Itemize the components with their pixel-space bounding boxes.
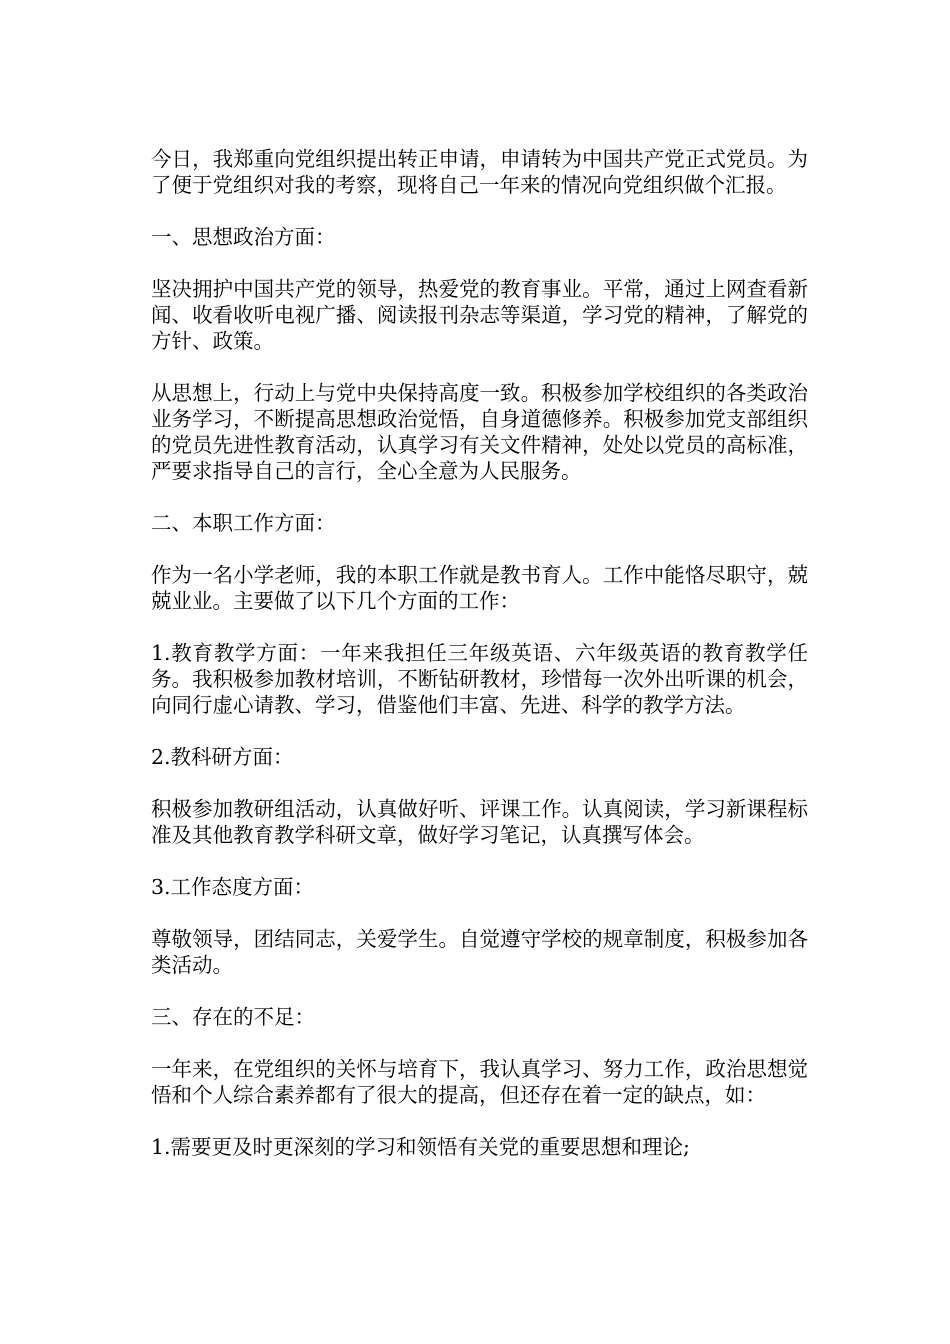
section-heading-shortcomings: 三、存在的不足： [151,1005,315,1029]
shortcoming-item-1: 1.需要更及时更深刻的学习和领悟有关党的重要思想和理论; [151,1135,690,1159]
work-item-research: 积极参加教研组活动，认真做好听、评课工作。认真阅读，学习新课程标准及其他教育教学科研文章，做好学习笔记，认真撰写体会。 [151,797,808,847]
ideology-paragraph-2: 从思想上，行动上与党中央保持高度一致。积极参加学校组织的各类政治业务学习，不断提高思想政治觉悟，自身道德修养。积极参加党支部组织的党员先进性教育活动，认真学习有关文件精神，处处以党员的高标准，严要求指导自己的言行，全心全意为人民服务。 [151,381,808,483]
ideology-paragraph-1: 坚决拥护中国共产党的领导，热爱党的教育事业。平常，通过上网查看新闻、收看收听电视广播、阅读报刊杂志等渠道，学习党的精神，了解党的方针、政策。 [151,277,808,353]
shortcomings-paragraph: 一年来，在党组织的关怀与培育下，我认真学习、努力工作，政治思想觉悟和个人综合素养都有了很大的提高，但还存在着一定的缺点，如： [151,1057,808,1107]
section-heading-work: 二、本职工作方面： [151,511,336,535]
work-item-teaching: 1.教育教学方面：一年来我担任三年级英语、六年级英语的教育教学任务。我积极参加教材培训，不断钻研教材，珍惜每一次外出听课的机会，向同行虚心请教、学习，借鉴他们丰富、先进、科学的教学方法。 [151,641,808,717]
work-item-research-heading: 2.教科研方面： [151,745,294,769]
section-heading-ideology: 一、思想政治方面： [151,225,336,249]
intro-paragraph: 今日，我郑重向党组织提出转正申请，申请转为中国共产党正式党员。为了便于党组织对我的考察，现将自己一年来的情况向党组织做个汇报。 [151,147,808,197]
work-paragraph: 作为一名小学老师，我的本职工作就是教书育人。工作中能恪尽职守，兢兢业业。主要做了以下几个方面的工作： [151,563,808,613]
document-page [146,146,808,1186]
work-item-attitude: 尊敬领导，团结同志，关爱学生。自觉遵守学校的规章制度，积极参加各类活动。 [151,927,808,977]
work-item-attitude-heading: 3.工作态度方面： [151,875,315,899]
